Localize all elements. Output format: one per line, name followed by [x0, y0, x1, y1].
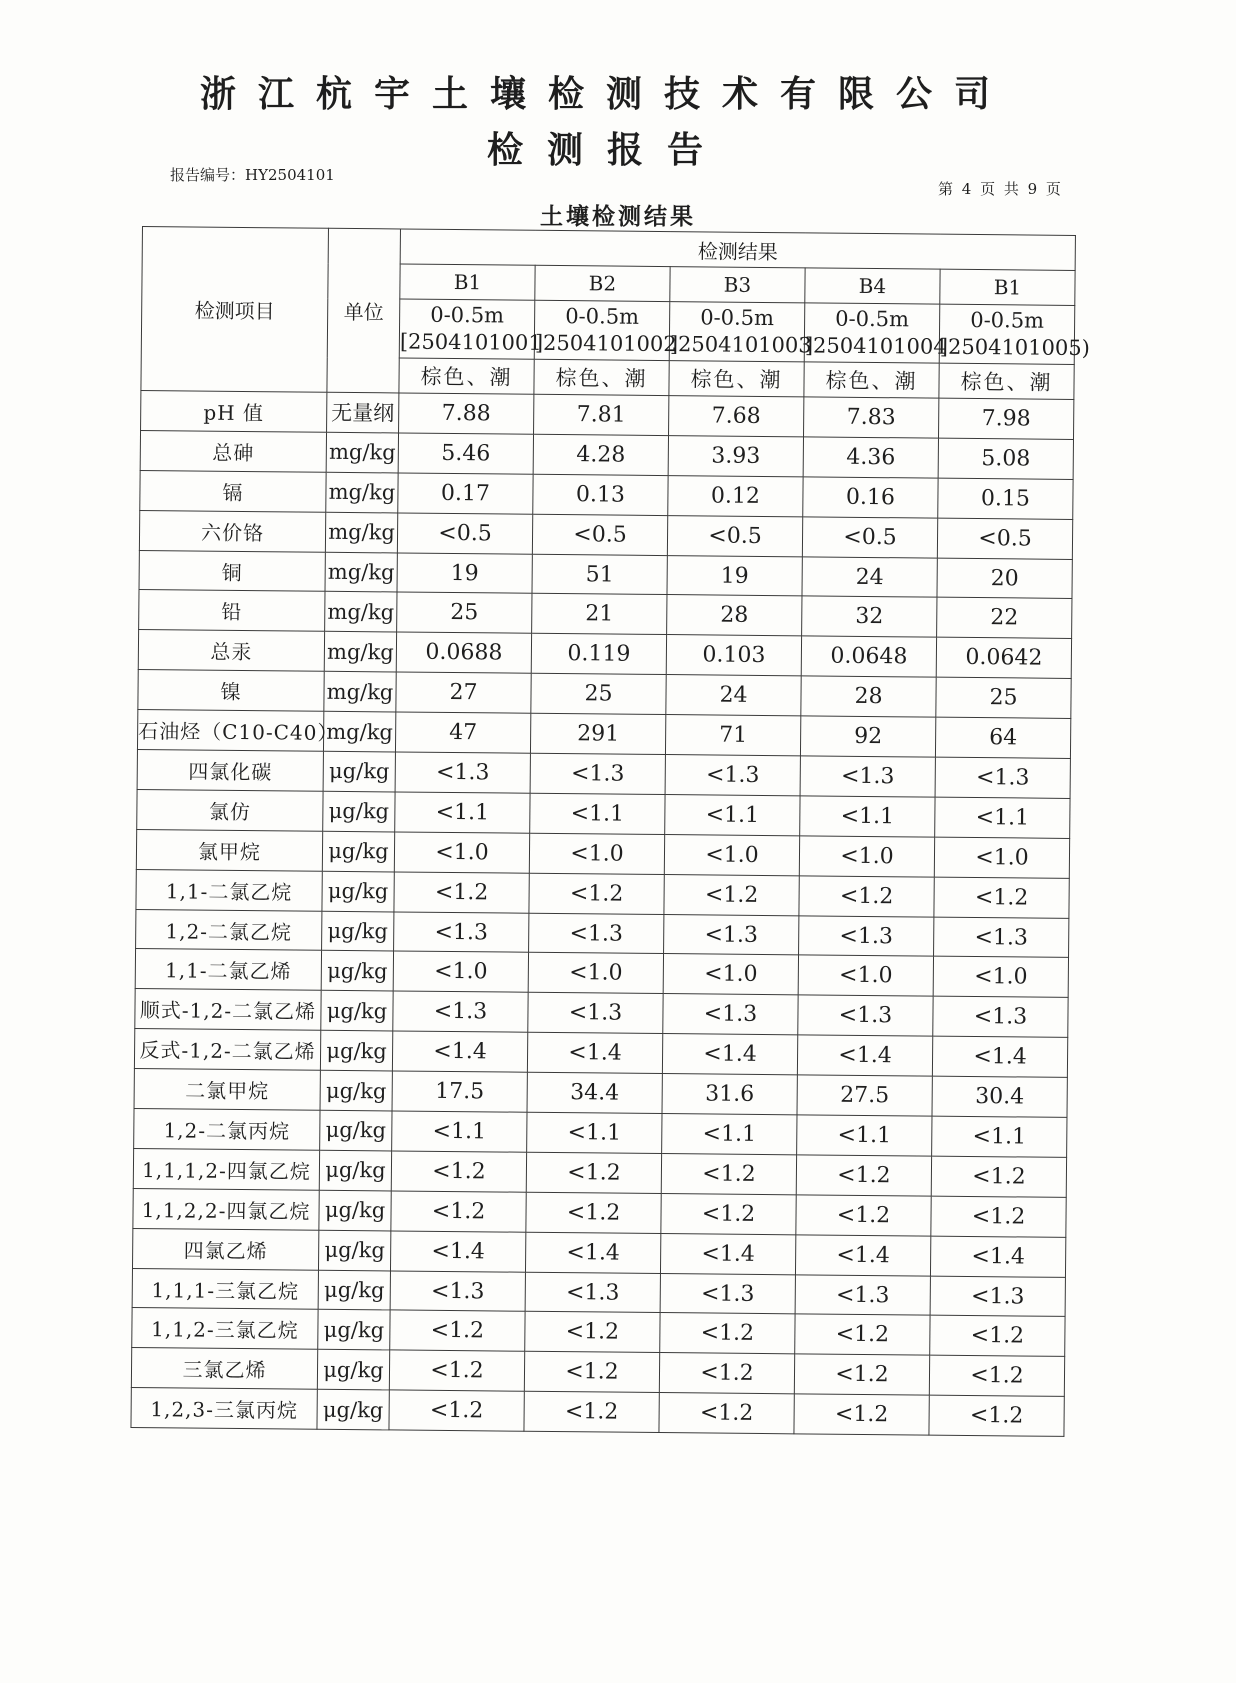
result-value: <1.3 [394, 912, 529, 953]
result-value: <0.5 [397, 513, 532, 554]
result-value: <1.4 [795, 1235, 930, 1276]
result-value: 0.0648 [801, 636, 936, 677]
company-name: 浙江杭宇土壤检测技术有限公司 [199, 73, 1012, 115]
result-value: 22 [937, 598, 1072, 639]
result-value: <1.1 [935, 797, 1070, 838]
result-value: 0.12 [668, 475, 803, 516]
analyte-name: 二氯甲烷 [134, 1069, 320, 1111]
analyte-name: 1,2,3-三氯丙烷 [131, 1388, 317, 1430]
result-value: <1.3 [799, 915, 934, 956]
result-value: <1.2 [389, 1350, 524, 1391]
result-value: <1.1 [395, 792, 530, 833]
analyte-name: 镉 [140, 470, 326, 512]
analyte-unit: μg/kg [318, 1230, 390, 1271]
analyte-unit: μg/kg [321, 951, 393, 992]
analyte-name: 1,1-二氯乙烯 [135, 949, 321, 991]
result-value: <1.2 [389, 1390, 524, 1431]
result-value: <1.3 [795, 1274, 930, 1315]
analyte-name: 1,1-二氯乙烷 [136, 869, 322, 911]
result-value: <1.3 [393, 991, 528, 1032]
result-value: <1.3 [390, 1271, 525, 1312]
result-value: <1.4 [932, 1036, 1067, 1077]
analyte-unit: mg/kg [323, 711, 395, 752]
sample-depth: 0-0.5m [700, 305, 775, 331]
result-value: 291 [530, 713, 665, 754]
result-value: 0.13 [533, 474, 668, 515]
sample-description: 棕色、潮 [399, 358, 534, 394]
result-value: <1.2 [525, 1312, 660, 1353]
result-value: <1.2 [394, 872, 529, 913]
result-value: <1.0 [393, 951, 528, 992]
result-value: <1.0 [799, 836, 934, 877]
result-value: <1.2 [524, 1352, 659, 1393]
result-value: <1.0 [664, 834, 799, 875]
sample-depth: 0-0.5m [835, 306, 910, 332]
result-value: <1.1 [665, 794, 800, 835]
result-value: 31.6 [662, 1074, 797, 1115]
sample-id: ]2504101002 [534, 330, 677, 357]
result-value: <1.1 [530, 793, 665, 834]
analyte-name: 氯仿 [137, 789, 323, 831]
result-value: 4.36 [803, 437, 938, 478]
result-value: <1.0 [934, 837, 1069, 878]
result-value: <0.5 [802, 517, 937, 558]
result-value: <1.2 [795, 1314, 930, 1355]
sample-id: ]2504101005) [939, 334, 1090, 361]
analyte-name: 反式-1,2-二氯乙烯 [134, 1029, 320, 1071]
result-value: <1.2 [526, 1152, 661, 1193]
sample-id: ]2504101003 [669, 332, 812, 358]
result-value: 7.83 [804, 397, 939, 438]
result-value: 19 [667, 555, 802, 596]
sample-id: ]2504101004 [804, 333, 947, 359]
table-title: 土壤检测结果 [540, 203, 696, 230]
result-value: <1.2 [664, 874, 799, 915]
result-value: <1.0 [394, 832, 529, 873]
result-value: <1.2 [931, 1196, 1066, 1237]
analyte-unit: mg/kg [324, 632, 396, 673]
result-value: <1.2 [391, 1191, 526, 1232]
result-value: <1.3 [660, 1273, 795, 1314]
analyte-unit: mg/kg [325, 592, 397, 633]
sample-point: B3 [670, 267, 805, 303]
result-value: <1.1 [800, 796, 935, 837]
analyte-name: 1,2-二氯乙烷 [136, 909, 322, 951]
analyte-unit: mg/kg [326, 472, 398, 513]
sample-depth-id [534, 300, 677, 360]
result-value: 0.119 [531, 634, 666, 675]
analyte-unit: μg/kg [321, 991, 393, 1032]
result-value: <0.5 [532, 514, 667, 555]
result-value: 47 [395, 712, 530, 753]
analyte-name: 镍 [138, 670, 324, 712]
result-value: <1.4 [797, 1035, 932, 1076]
result-value: <1.3 [529, 913, 664, 954]
result-value: 0.16 [803, 477, 938, 518]
result-value: 30.4 [932, 1076, 1067, 1117]
result-value: <1.2 [659, 1353, 794, 1394]
result-value: <1.4 [525, 1232, 660, 1273]
result-value: 7.68 [669, 396, 804, 437]
results-column-header: 检测结果 [400, 229, 1075, 270]
result-value: 19 [397, 553, 532, 594]
analyte-name: 总砷 [140, 430, 326, 472]
result-value: 5.08 [938, 438, 1073, 479]
result-value: 25 [531, 673, 666, 714]
analyte-unit: μg/kg [319, 1190, 391, 1231]
result-value: 20 [937, 558, 1072, 599]
result-value: <1.3 [530, 753, 665, 794]
analyte-name: 铜 [139, 550, 325, 592]
result-value: 25 [936, 677, 1071, 718]
result-value: <1.4 [930, 1236, 1065, 1277]
result-value: <0.5 [667, 515, 802, 556]
sample-point: B1 [400, 264, 535, 300]
result-value: <1.3 [663, 994, 798, 1035]
result-value: 34.4 [527, 1072, 662, 1113]
analyte-name: 1,1,2,2-四氯乙烷 [133, 1188, 319, 1230]
analyte-unit: μg/kg [320, 1110, 392, 1151]
result-value: 27 [396, 672, 531, 713]
result-value: 7.98 [939, 398, 1074, 439]
results-body [131, 390, 1074, 1436]
analyte-name: 四氯乙烯 [132, 1228, 318, 1270]
analyte-name: 四氯化碳 [137, 749, 323, 791]
results-table [130, 226, 1090, 1437]
analyte-unit: μg/kg [319, 1150, 391, 1191]
result-value: <1.2 [929, 1355, 1064, 1396]
analyte-name: 1,1,1,2-四氯乙烷 [133, 1148, 319, 1190]
result-value: 3.93 [668, 435, 803, 476]
result-value: 64 [935, 717, 1070, 758]
table-row [131, 1388, 1064, 1437]
analyte-unit: μg/kg [323, 751, 395, 792]
analyte-unit: μg/kg [323, 791, 395, 832]
result-value: <1.2 [930, 1316, 1065, 1357]
result-value: 71 [665, 715, 800, 756]
analyte-unit: mg/kg [326, 432, 398, 473]
sample-depth-id [399, 299, 542, 359]
analyte-unit: μg/kg [322, 871, 394, 912]
document-title: 检测报告 [486, 129, 727, 171]
analyte-unit: μg/kg [317, 1390, 389, 1431]
sample-depth: 0-0.5m [565, 304, 640, 329]
analyte-name: 1,1,2-三氯乙烷 [132, 1308, 318, 1350]
result-value: <1.3 [664, 914, 799, 955]
analyte-unit: μg/kg [318, 1270, 390, 1311]
sample-depth: 0-0.5m [430, 302, 505, 328]
sample-point: B2 [535, 265, 670, 301]
analyte-unit: mg/kg [324, 672, 396, 713]
analyte-unit: μg/kg [322, 831, 394, 872]
sample-depth-id [669, 302, 812, 362]
sample-point: B1 [940, 269, 1075, 305]
result-value: <1.2 [931, 1156, 1066, 1197]
result-value: <1.2 [929, 1395, 1064, 1436]
analyte-unit: μg/kg [320, 1070, 392, 1111]
result-value: <1.3 [525, 1272, 660, 1313]
result-value: <1.2 [659, 1393, 794, 1434]
result-value: <1.0 [528, 953, 663, 994]
analyte-name: 三氯乙烯 [131, 1348, 317, 1390]
result-value: <1.1 [662, 1114, 797, 1155]
result-value: <1.2 [661, 1193, 796, 1234]
analyte-unit: μg/kg [320, 1031, 392, 1072]
result-value: <1.2 [934, 877, 1069, 918]
result-value: 28 [801, 676, 936, 717]
analyte-unit: μg/kg [317, 1350, 389, 1391]
result-value: <1.4 [390, 1231, 525, 1272]
result-value: 0.17 [398, 473, 533, 514]
sample-point: B4 [805, 268, 940, 304]
result-value: <1.0 [933, 957, 1068, 998]
result-value: <1.3 [934, 917, 1069, 958]
results-table-wrapper [130, 226, 1090, 1437]
result-value: <1.2 [660, 1313, 795, 1354]
page-indicator: 第 4 页 共 9 页 [938, 180, 1063, 198]
result-value: 27.5 [797, 1075, 932, 1116]
result-value: <1.2 [796, 1155, 931, 1196]
analyte-unit: μg/kg [318, 1310, 390, 1351]
result-value: <1.1 [527, 1112, 662, 1153]
result-value: <1.4 [660, 1233, 795, 1274]
analyte-name: 氯甲烷 [136, 829, 322, 871]
analyte-name: 顺式-1,2-二氯乙烯 [135, 989, 321, 1031]
result-value: 24 [802, 556, 937, 597]
result-value: 5.46 [398, 433, 533, 474]
sample-description: 棕色、潮 [669, 361, 804, 397]
result-value: <1.1 [392, 1111, 527, 1152]
result-value: <1.3 [930, 1276, 1065, 1317]
result-value: <1.3 [395, 752, 530, 793]
result-value: 17.5 [392, 1071, 527, 1112]
analyte-unit: μg/kg [322, 911, 394, 952]
result-value: 21 [532, 594, 667, 635]
item-column-header: 检测项目 [141, 227, 329, 393]
result-value: 0.103 [666, 635, 801, 676]
analyte-unit: mg/kg [325, 552, 397, 593]
analyte-unit: mg/kg [325, 512, 397, 553]
result-value: <1.2 [391, 1151, 526, 1192]
result-value: <1.2 [799, 876, 934, 917]
sample-description: 棕色、潮 [534, 359, 669, 395]
result-value: <1.2 [796, 1195, 931, 1236]
analyte-name: 总汞 [138, 630, 324, 672]
result-value: 0.15 [938, 478, 1073, 519]
sample-description: 棕色、潮 [939, 363, 1074, 399]
result-value: <1.3 [933, 996, 1068, 1037]
result-value: <1.3 [665, 755, 800, 796]
result-value: <1.4 [392, 1031, 527, 1072]
result-value: <1.2 [526, 1192, 661, 1233]
analyte-name: pH 值 [141, 390, 327, 432]
result-value: <1.2 [390, 1310, 525, 1351]
result-value: <1.3 [935, 757, 1070, 798]
result-value: <1.2 [524, 1391, 659, 1432]
result-value: <1.4 [662, 1034, 797, 1075]
sample-depth-id [939, 304, 1090, 364]
result-value: 0.0642 [936, 637, 1071, 678]
analyte-name: 六价铬 [139, 510, 325, 552]
analyte-name: 铅 [139, 590, 325, 632]
result-value: <1.3 [798, 995, 933, 1036]
analyte-name: 1,2-二氯丙烷 [134, 1108, 320, 1150]
result-value: <1.1 [932, 1116, 1067, 1157]
result-value: <1.1 [797, 1115, 932, 1156]
result-value: 24 [666, 675, 801, 716]
result-value: 7.81 [534, 394, 669, 435]
sample-depth-id [804, 303, 947, 363]
sample-id: [2504101001 [399, 329, 542, 355]
result-value: <1.2 [794, 1354, 929, 1395]
analyte-unit: 无量纲 [327, 392, 399, 433]
result-value: 0.0688 [396, 632, 531, 673]
result-value: <1.3 [800, 756, 935, 797]
result-value: <1.0 [663, 954, 798, 995]
result-value: 25 [397, 592, 532, 633]
result-value: <1.0 [798, 955, 933, 996]
result-value: 4.28 [533, 434, 668, 475]
result-value: 32 [802, 596, 937, 637]
result-value: 7.88 [399, 393, 534, 434]
result-value: <1.4 [527, 1032, 662, 1073]
result-value: <1.0 [529, 833, 664, 874]
sample-depth: 0-0.5m [970, 307, 1045, 333]
result-value: 28 [667, 595, 802, 636]
report-number: 报告编号：HY2504101 [170, 166, 335, 184]
result-value: <1.2 [661, 1153, 796, 1194]
result-value: <1.3 [528, 993, 663, 1034]
result-value: 92 [800, 716, 935, 757]
result-value: <1.2 [529, 873, 664, 914]
unit-column-header: 单位 [327, 228, 401, 393]
sample-description: 棕色、潮 [804, 362, 939, 398]
result-value: <0.5 [937, 518, 1072, 559]
result-value: <1.2 [794, 1394, 929, 1435]
analyte-name: 石油烃（C10-C40） [137, 710, 323, 752]
result-value: 51 [532, 554, 667, 595]
analyte-name: 1,1,1-三氯乙烷 [132, 1268, 318, 1310]
